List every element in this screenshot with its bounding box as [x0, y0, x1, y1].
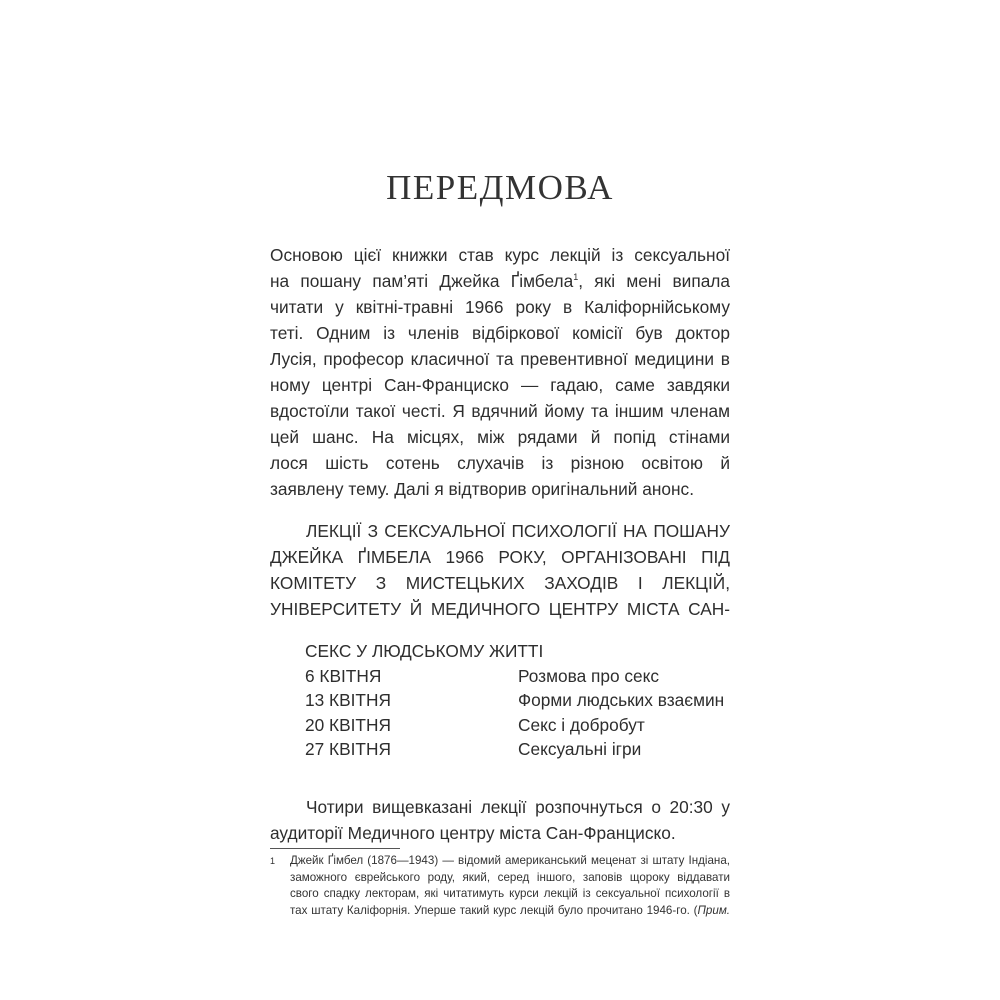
announcement-line: УНІВЕРСИТЕТУ Й МЕДИЧНОГО ЦЕНТРУ МІСТА САН- [270, 599, 730, 619]
footnote [270, 853, 730, 919]
text-line: Чотири вищевказані лекції розпочнуться о 20:30 у [306, 797, 730, 817]
translator-note: Прим. [697, 903, 730, 917]
footnote-line: заможного єврейського роду, який, серед іншого, заповів щороку віддавати [290, 870, 730, 884]
schedule-topic: Розмова про секс [518, 665, 660, 686]
schedule-row [305, 688, 745, 713]
lecture-schedule [305, 639, 745, 762]
schedule-date: 20 КВІТНЯ [305, 714, 391, 735]
text-fragment: тах штату Каліфорнія. Уперше такий курс лекцій було прочитано 1946-го. ( [290, 903, 698, 917]
text-line: вдостоїли такої честі. Я вдячний йому та іншим членам [270, 401, 730, 421]
text-fragment: на пошану пам’яті Джейка Ґімбела [270, 271, 574, 291]
announcement-line: ЛЕКЦІЇ З СЕКСУАЛЬНОЇ ПСИХОЛОГІЇ НА ПОШАНУ [306, 521, 730, 541]
text-line: Основою цієї книжки став курс лекцій із сексуальної [270, 245, 730, 265]
intro-paragraph [270, 242, 730, 502]
footnote-line [270, 903, 730, 920]
schedule-row [305, 664, 745, 689]
footnote-line [270, 853, 730, 870]
schedule-topic: Сексуальні ігри [518, 739, 642, 759]
schedule-row [305, 737, 745, 762]
schedule-date: 13 КВІТНЯ [305, 690, 391, 710]
text-fragment: Джейк Ґімбел (1876—1943) — відомий американський меценат зі штату Індіана, [290, 854, 730, 867]
text-line: заявлену тему. Далі я відтворив оригінальний анонс. [270, 479, 694, 499]
footnote-reference[interactable]: 1 [573, 272, 579, 283]
closing-paragraph [270, 794, 730, 846]
page-title: ПЕРЕДМОВА [386, 168, 614, 207]
schedule-topic: Секс і добробут [518, 714, 645, 735]
text-line: лося шість сотень слухачів із різною освітою й [270, 453, 730, 473]
schedule-date: 6 КВІТНЯ [305, 665, 382, 686]
text-line: цей шанс. На місцях, між рядами й попід стінами [270, 427, 730, 447]
schedule-topic: Форми людських взаємин [518, 690, 725, 710]
text-fragment: , які мені випала [578, 271, 730, 291]
footnote-line: свого спадку лекторам, які читатимуть курси лекцій із сексуальної психології в [290, 887, 730, 901]
text-line: читати у квітні-травні 1966 року в Каліфорнійському [270, 297, 730, 317]
schedule-date: 27 КВІТНЯ [305, 739, 391, 759]
text-line: ному центрі Сан-Франциско — гадаю, саме завдяки [270, 375, 730, 395]
text-line: Лусія, професор класичної та превентивної медицини в [270, 349, 730, 369]
text-line: теті. Одним із членів відбіркової комісії був доктор [270, 323, 730, 343]
text-line [270, 268, 730, 294]
text-line: аудиторії Медичного центру міста Сан-Франциско. [270, 823, 676, 843]
schedule-heading: СЕКС У ЛЮДСЬКОМУ ЖИТТІ [305, 641, 544, 661]
footnote-divider [270, 848, 400, 849]
announcement-line: ДЖЕЙКА ҐІМБЕЛА 1966 РОКУ, ОРГАНІЗОВАНІ ПІД [270, 547, 730, 567]
announcement-line: КОМІТЕТУ З МИСТЕЦЬКИХ ЗАХОДІВ І ЛЕКЦІЙ, [270, 573, 730, 593]
announcement-block [270, 518, 730, 622]
footnote-marker: 1 [270, 856, 276, 866]
schedule-row [305, 713, 745, 738]
